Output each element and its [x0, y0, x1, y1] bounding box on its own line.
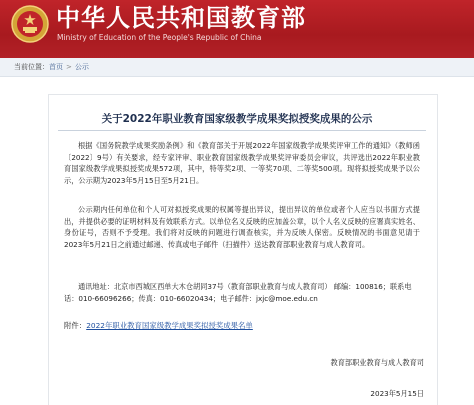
breadcrumb	[14, 61, 89, 73]
article-title: 关于2022年职业教育国家级教学成果奖拟授奖成果的公示	[101, 113, 373, 125]
site-header	[0, 0, 474, 58]
contact-info: 通讯地址：北京市西城区西单大木仓胡同37号（教育部职业教育与成人教育司） 邮编：100816；联系电话：010-66096266；传真：010-66020434；电子邮件：jxjc@moe.edu.cn	[64, 282, 412, 303]
title-divider	[58, 130, 426, 131]
attachment-link[interactable]: 2022年职业教育国家级教学成果奖拟授奖成果名单	[86, 321, 253, 330]
attachment-label: 附件：	[64, 321, 87, 330]
breadcrumb-separator: >	[66, 63, 72, 71]
issuer-signature: 教育部职业教育与成人教育司	[330, 358, 424, 367]
article-paragraph-1: 根据《国务院教学成果奖励条例》和《教育部关于开展2022年国家级教学成果奖评审工作的通知》（教师函〔2022〕9号）有关要求，经专家评审、职业教育国家级教学成果奖评审委员会审议，共评选出2022年职业教育国家级教学成果拟授奖成果572项，其中，特等奖2项、一等奖70项、二等奖500项。现将拟授奖成果予以公示，公示期为2023年5月15日至5月21日。	[64, 141, 420, 185]
issue-date: 2023年5月15日	[370, 389, 424, 398]
breadcrumb-section-link[interactable]: 公示	[74, 63, 89, 71]
national-emblem-icon	[10, 4, 50, 44]
site-title-english: Ministry of Education of the People's Republic of China	[57, 33, 262, 42]
breadcrumb-current-label: 当前位置：	[14, 63, 49, 71]
breadcrumb-home-link[interactable]: 首页	[49, 63, 63, 71]
article-paragraph-2: 公示期内任何单位和个人可对拟授奖成果的权属等提出异议，提出异议的单位或者个人应当以书面方式提出，并提供必要的证明材料及有效联系方式。以单位名义反映的应加盖公章，以个人名义反映的应署真实姓名、身份证号，否则不予受理。我们将对反映的问题进行调查核实，并为反映人保密。反映情况的书面意见请于2023年5月21日之前通过邮递、传真或电子邮件（扫描件）送达教育部职业教育与成人教育司。	[64, 205, 420, 249]
attachment-row	[64, 320, 253, 331]
breadcrumb-bar	[0, 58, 474, 77]
site-title[interactable]: 中华人民共和国教育部	[56, 4, 306, 32]
